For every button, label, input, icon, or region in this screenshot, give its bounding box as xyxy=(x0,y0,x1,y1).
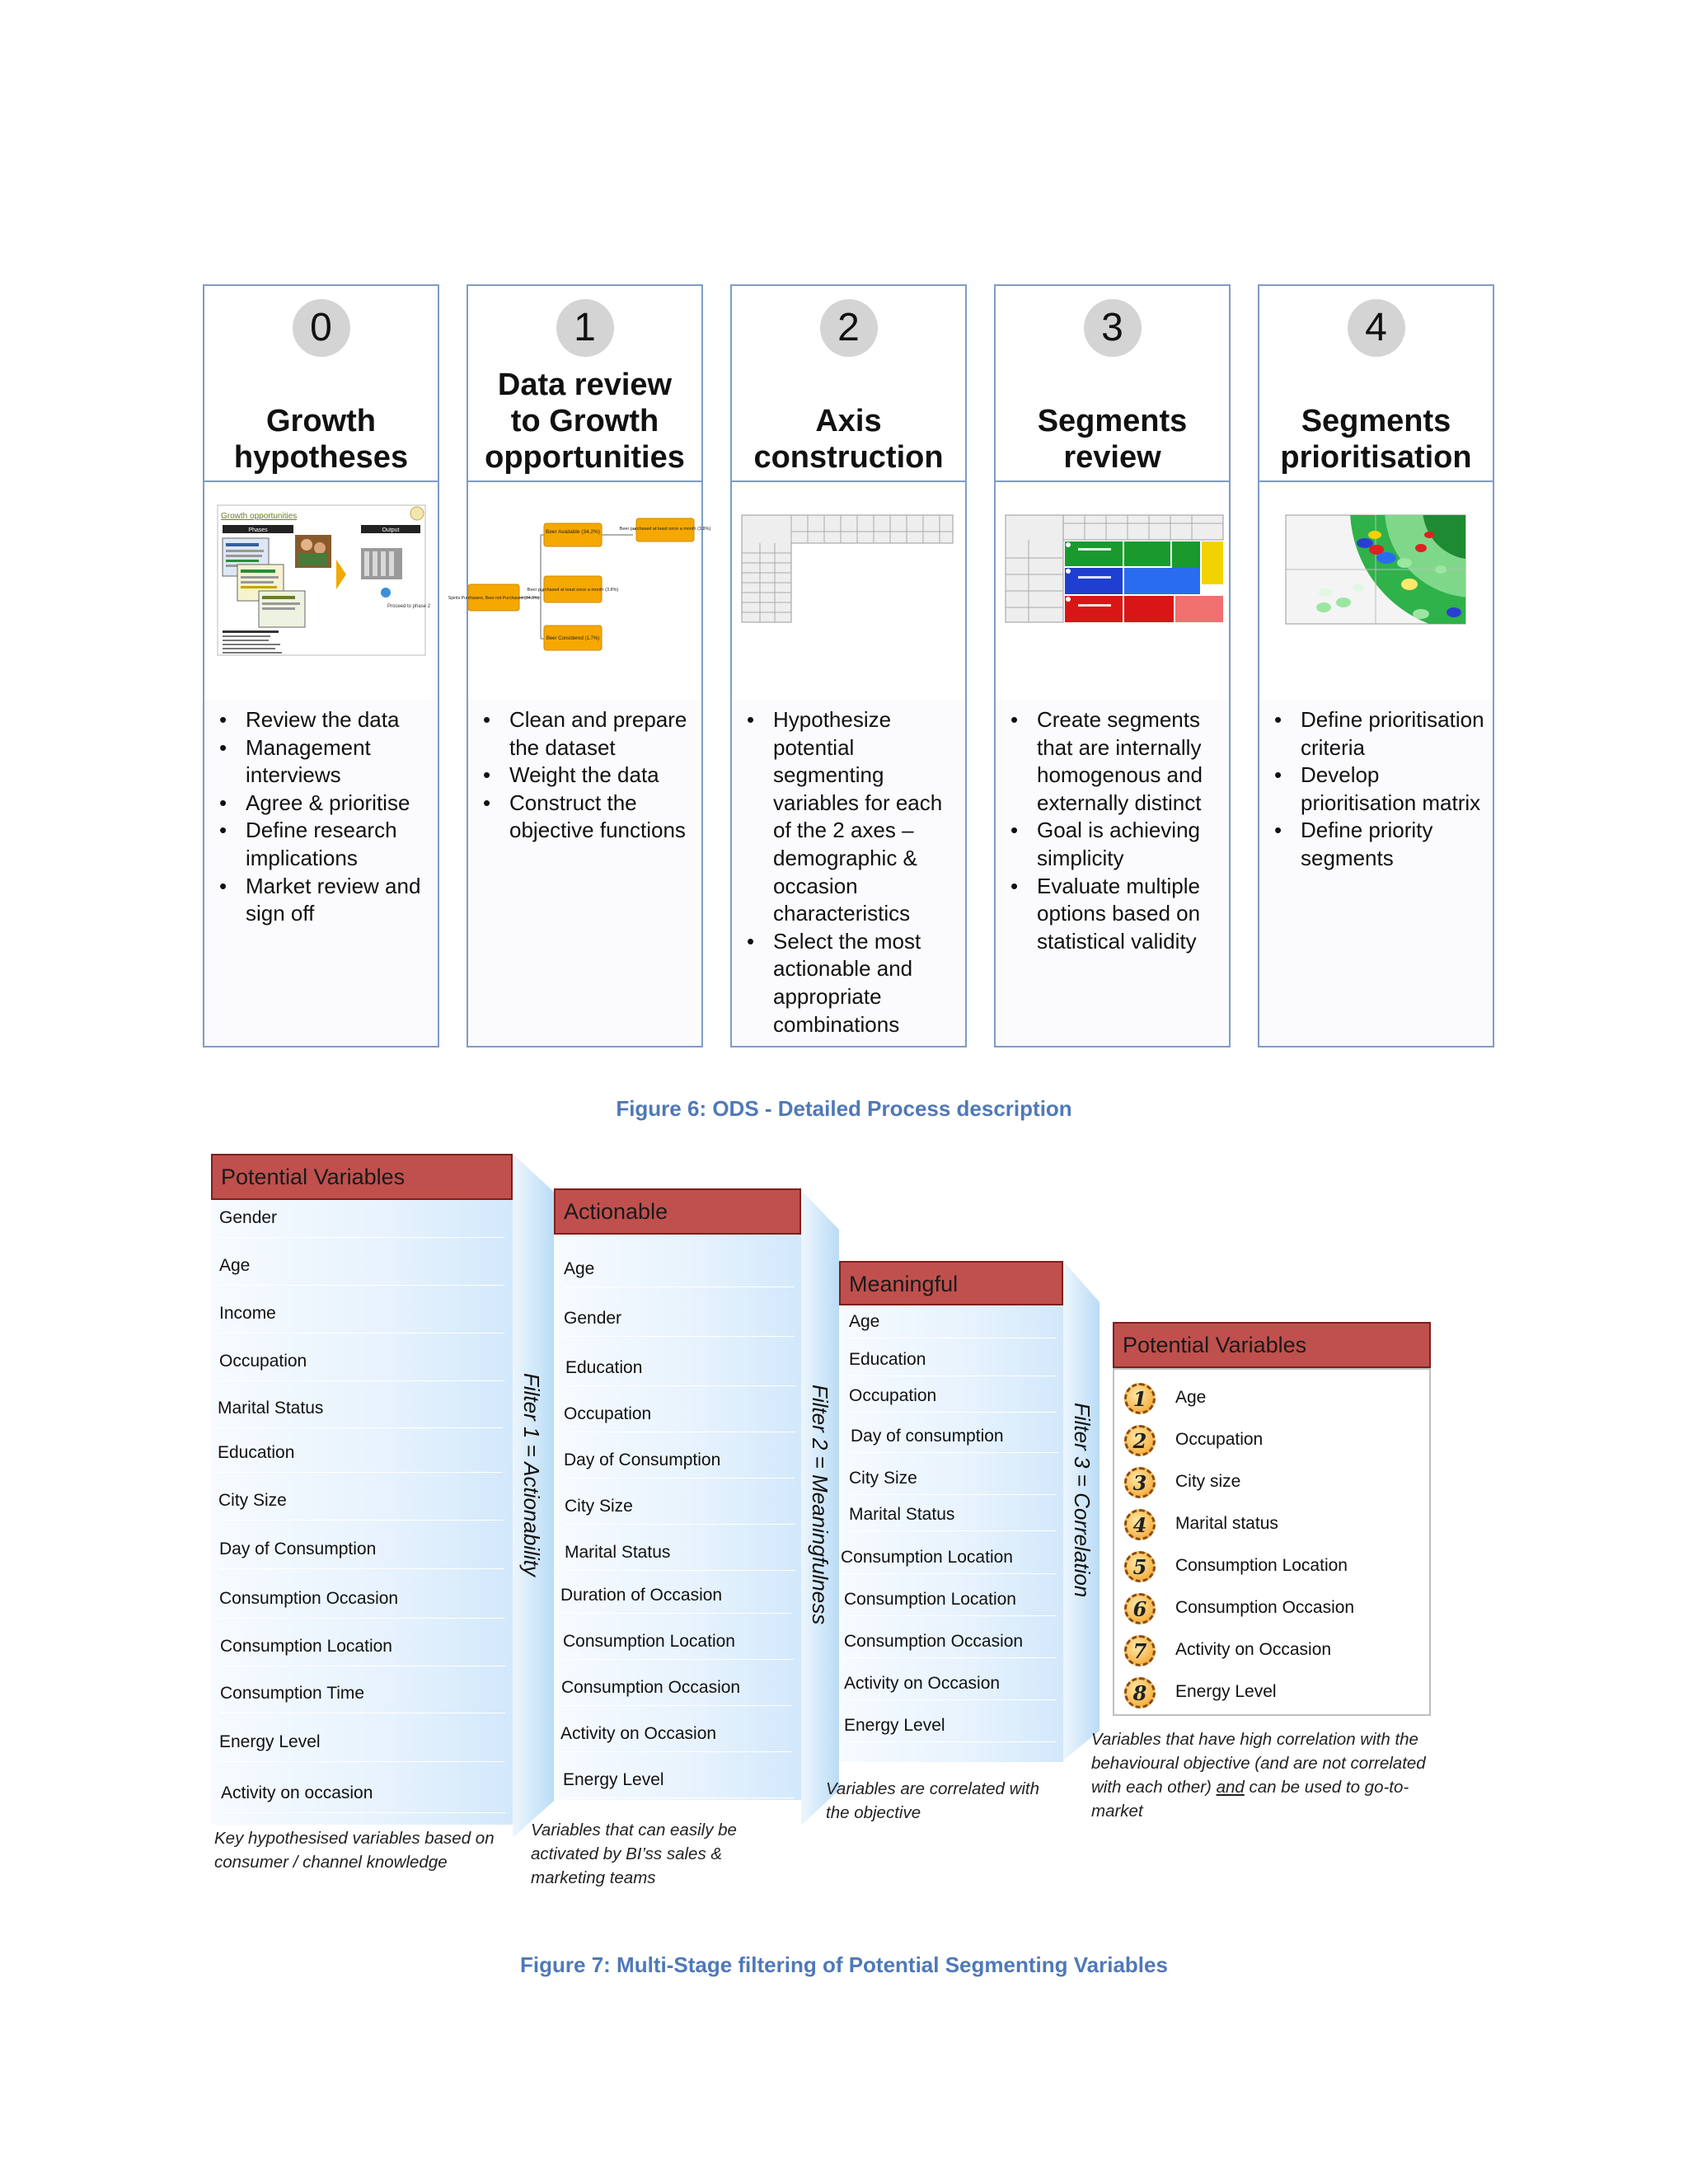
final-column-header: Potential Variables xyxy=(1113,1322,1431,1368)
variable-row: City Size xyxy=(849,1469,1057,1495)
bullet-item: • Define research implications xyxy=(216,817,433,872)
final-variables-list xyxy=(1113,1368,1431,1716)
rank-badge: 8 xyxy=(1124,1677,1156,1708)
variable-row: City Size xyxy=(218,1491,504,1521)
column-2-note: Variables that can easily be activated by BI’ss sales & marketing teams xyxy=(531,1821,737,1887)
thumb-heading: Growth opportunities xyxy=(221,512,298,521)
bullet-item: • Agree & prioritise xyxy=(216,790,433,818)
actionable-column xyxy=(554,1188,801,1800)
bullet-item: • Weight the data xyxy=(480,762,696,790)
bullet-item: • Evaluate multiple options based on statistical validity xyxy=(1007,873,1224,956)
stage-number: 3 xyxy=(1084,299,1142,357)
variable-row: Occupation xyxy=(219,1352,504,1381)
bullet-item: • Goal is achieving simplicity xyxy=(1007,817,1224,872)
variable-label: City size xyxy=(1175,1472,1241,1491)
stage-bullets xyxy=(1271,706,1488,873)
bullet-item: • Review the data xyxy=(216,706,433,734)
variable-row: Activity on Occasion xyxy=(560,1724,791,1752)
column-header: Actionable xyxy=(554,1188,801,1235)
variable-row: Income xyxy=(219,1304,504,1333)
stage-thumbnail xyxy=(996,484,1229,700)
stage-thumbnail xyxy=(204,484,438,700)
stage-bullets xyxy=(216,706,433,928)
stage-header xyxy=(996,286,1229,482)
rank-badge: 7 xyxy=(1124,1635,1156,1666)
stage-header xyxy=(1259,286,1493,482)
variable-row: Consumption Time xyxy=(220,1684,505,1713)
stage-0 xyxy=(203,284,439,1047)
potential-variables-column xyxy=(211,1154,513,1825)
variable-row: Marital Status xyxy=(565,1543,795,1571)
column-3-note: Variables are correlated with the objective xyxy=(826,1779,1040,1822)
ranked-variable xyxy=(1124,1381,1421,1416)
stage-number: 4 xyxy=(1348,299,1405,357)
variable-row: Occupation xyxy=(849,1386,1057,1413)
variable-label: Consumption Occasion xyxy=(1175,1598,1355,1617)
rank-badge: 3 xyxy=(1124,1467,1156,1498)
stage-header xyxy=(204,286,438,482)
rank-badge: 1 xyxy=(1124,1383,1156,1414)
column-header: Potential Variables xyxy=(211,1154,513,1200)
filter-3-label: Filter 3 = Correlation xyxy=(1070,1403,1095,1598)
axis-grid-image xyxy=(732,484,965,700)
rank-badge: 4 xyxy=(1124,1509,1156,1540)
column-1-note: Key hypothesised variables based on consumer / channel knowledge xyxy=(214,1829,495,1872)
variable-row: Marital Status xyxy=(218,1399,503,1428)
variable-row: Consumption Occasion xyxy=(561,1678,792,1706)
tree-box: Spirits Purchasers, Beer not Purchased (34.3%) xyxy=(448,596,540,601)
variable-row: Duration of Occasion xyxy=(560,1586,791,1614)
stage-header xyxy=(468,286,701,482)
stage-thumbnail xyxy=(448,484,711,700)
figure-7-caption: Figure 7: Multi-Stage filtering of Potential Segmenting Variables xyxy=(520,1952,1168,1977)
rank-badge: 6 xyxy=(1124,1593,1156,1624)
variable-row: Consumption Occasion xyxy=(844,1632,1057,1658)
note-text: can be used to go-to-market xyxy=(1091,1778,1409,1821)
thumb-col2: Output xyxy=(382,527,400,533)
stage-number: 2 xyxy=(820,299,878,357)
variable-row: Consumption Location xyxy=(841,1548,1057,1574)
tree-box: Beer Considered (1.7%) xyxy=(546,636,600,641)
variable-row: Gender xyxy=(219,1208,504,1238)
filter-1-label: Filter 1 = Actionability xyxy=(519,1373,544,1577)
variable-row: Education xyxy=(565,1358,796,1386)
variable-row: Occupation xyxy=(564,1404,795,1432)
thumb-col1: Phases xyxy=(248,527,268,533)
ranked-variable xyxy=(1124,1465,1421,1500)
variable-row: Consumption Location xyxy=(844,1590,1057,1616)
stage-header xyxy=(732,286,965,482)
bullet-item: • Define priority segments xyxy=(1271,817,1488,872)
variable-row: City Size xyxy=(565,1497,795,1525)
note-text: Variables that have high correlation with the behavioural objective (and are not correlated with each other) xyxy=(1091,1730,1426,1797)
bullet-item: • Hypothesize potential segmenting variables for each of the 2 axes – demographic & occasion characteristics xyxy=(743,706,960,928)
variable-label: Occupation xyxy=(1175,1430,1264,1449)
variable-row: Energy Level xyxy=(844,1716,1057,1742)
stage-title: Data review to Growth opportunities xyxy=(485,368,685,475)
bullet-item: • Select the most actionable and appropriate combinations xyxy=(743,928,960,1038)
stage-thumbnail xyxy=(1259,484,1493,700)
variable-row: Activity on Occasion xyxy=(844,1674,1057,1700)
stage-2 xyxy=(730,284,967,1047)
variable-row: Consumption Occasion xyxy=(219,1589,504,1619)
stage-thumbnail xyxy=(732,484,965,700)
variable-row: Age xyxy=(564,1259,795,1287)
variable-row: Consumption Location xyxy=(220,1637,505,1666)
stage-number: 0 xyxy=(293,299,350,357)
variable-label: Energy Level xyxy=(1175,1682,1277,1701)
filter-2-label: Filter 2 = Meaningfulness xyxy=(808,1385,832,1625)
stage-title: Axis construction xyxy=(753,404,944,475)
rank-badge: 2 xyxy=(1124,1425,1156,1456)
final-column-note xyxy=(1091,1727,1437,1823)
variable-row: Day of consumption xyxy=(851,1427,1058,1453)
bullet-item: • Market review and sign off xyxy=(216,873,433,928)
variable-row: Education xyxy=(218,1443,503,1473)
bullet-item: • Create segments that are internally homogenous and externally distinct xyxy=(1007,706,1224,817)
variable-label: Consumption Location xyxy=(1175,1556,1348,1575)
figure-6-caption: Figure 6: ODS - Detailed Process description xyxy=(616,1096,1072,1121)
ranked-variable xyxy=(1124,1423,1421,1458)
variable-row: Day of Consumption xyxy=(564,1451,795,1479)
thumb-note: Proceed to phase 2 xyxy=(387,604,431,609)
bullet-item: • Define prioritisation criteria xyxy=(1271,706,1488,762)
variable-label: Activity on Occasion xyxy=(1175,1640,1332,1659)
rank-badge: 5 xyxy=(1124,1551,1156,1582)
ranked-variable xyxy=(1124,1549,1421,1584)
note-underlined: and xyxy=(1216,1778,1245,1797)
stage-3 xyxy=(994,284,1231,1047)
segment-matrix-image xyxy=(996,484,1229,700)
meaningful-column xyxy=(839,1261,1063,1762)
variable-row: Gender xyxy=(564,1309,795,1337)
stage-bullets xyxy=(1007,706,1224,955)
stage-bullets xyxy=(743,706,960,1038)
variable-row: Activity on occasion xyxy=(221,1783,506,1813)
variable-row: Education xyxy=(849,1350,1057,1376)
stage-bullets xyxy=(480,706,696,845)
variable-row: Marital Status xyxy=(849,1505,1057,1531)
variable-row: Age xyxy=(849,1312,1057,1338)
bullet-item: • Management interviews xyxy=(216,734,433,790)
variable-label: Age xyxy=(1175,1388,1207,1407)
growth-opportunities-slide-image xyxy=(204,484,438,700)
variable-row: Day of Consumption xyxy=(219,1540,504,1569)
ranked-variable xyxy=(1124,1633,1421,1668)
prioritisation-matrix-image xyxy=(1259,484,1493,700)
variable-row: Consumption Location xyxy=(563,1632,794,1660)
variable-row: Age xyxy=(219,1256,504,1286)
tree-box: Beer purchased at least once a month (3.8%) xyxy=(527,588,619,593)
bullet-item: • Clean and prepare the dataset xyxy=(480,706,696,762)
stage-number: 1 xyxy=(556,299,614,357)
stage-title: Segments prioritisation xyxy=(1280,404,1472,475)
ranked-variable xyxy=(1124,1591,1421,1626)
objective-tree-image xyxy=(448,484,711,700)
bullet-item: • Construct the objective functions xyxy=(480,790,696,845)
ranked-variable xyxy=(1124,1675,1421,1710)
ranked-variable xyxy=(1124,1507,1421,1542)
stage-title: Growth hypotheses xyxy=(233,404,409,475)
column-header: Meaningful xyxy=(839,1261,1063,1305)
variable-row: Energy Level xyxy=(563,1770,794,1798)
stage-title: Segments review xyxy=(1037,404,1188,475)
variable-label: Marital status xyxy=(1175,1514,1278,1533)
stage-4 xyxy=(1258,284,1494,1047)
tree-box: Beer purchased at least once a month (3.8%) xyxy=(619,527,711,532)
bullet-item: • Develop prioritisation matrix xyxy=(1271,762,1488,817)
variable-row: Energy Level xyxy=(219,1732,504,1762)
stage-1 xyxy=(448,284,711,1047)
tree-box: Beer Available (34.2%) xyxy=(545,529,601,535)
